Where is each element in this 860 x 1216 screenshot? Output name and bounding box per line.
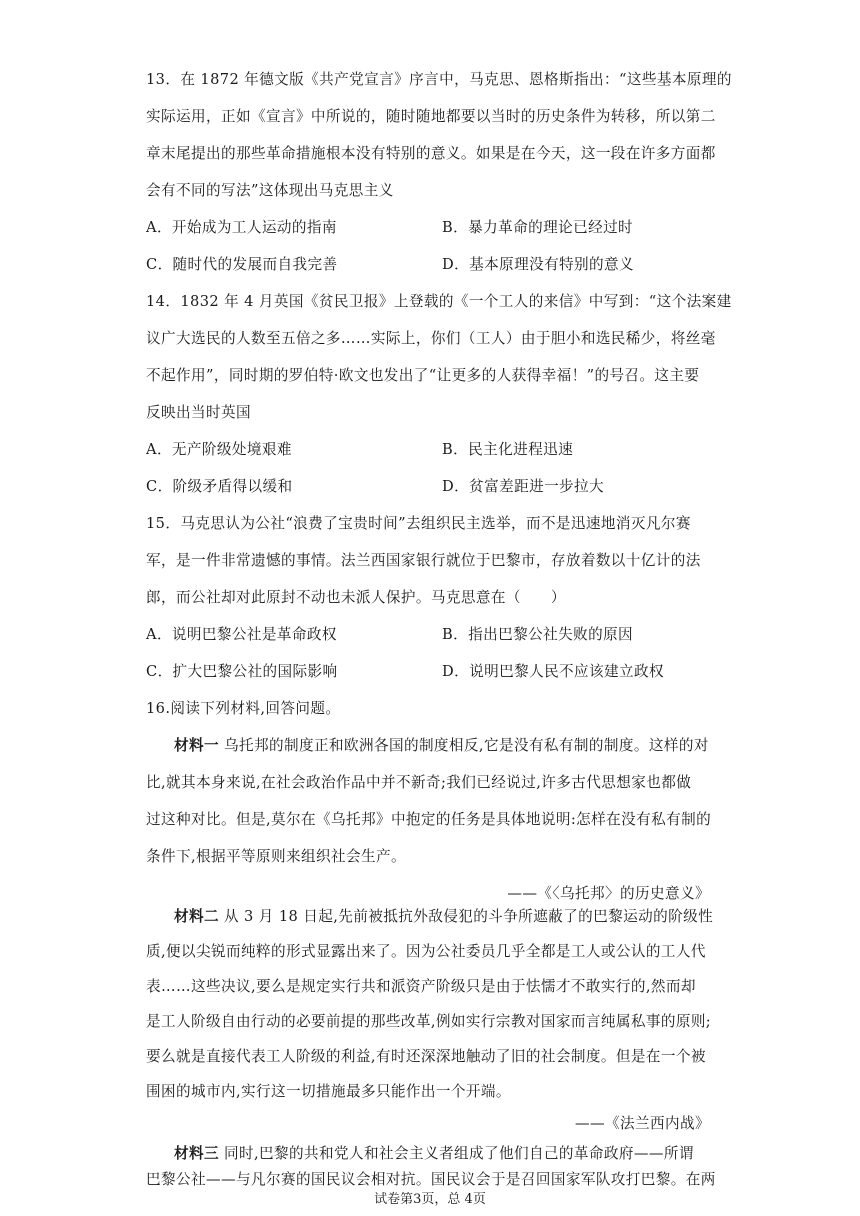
q13-option-b[interactable]: B．暴力革命的理论已经过时 — [442, 219, 634, 236]
q16-intro: 16.阅读下列材料,回答问题。 — [146, 700, 341, 717]
q13-line-2: 实际运用，正如《宣言》中所说的，随时随地都要以当时的历史条件为转移，所以第二 — [146, 108, 716, 125]
material-2-line-3: 表……这些决议,要么是规定实行共和派资产阶级只是由于怯懦才不敢实行的,然而却 — [146, 978, 696, 995]
material-1-line-2: 比,就其本身来说,在社会政治作品中并不新奇;我们已经说过,许多古代思想家也都做 — [146, 774, 692, 791]
q15-option-a[interactable]: A．说明巴黎公社是革命政权 — [146, 626, 337, 643]
material-2-line-2: 质,便以尖锐而纯粹的形式显露出来了。因为公社委员几乎全都是工人或公认的工人代 — [146, 943, 706, 960]
q14-line-1: 14．1832 年 4 月英国《贫民卫报》上登载的《一个工人的来信》中写到：“这个法案建 — [146, 293, 732, 310]
material-1-line-3: 过这种对比。但是,莫尔在《乌托邦》中抱定的任务是具体地说明:怎样在没有私有制的 — [146, 811, 712, 828]
material-2-label: 材料二 — [174, 908, 219, 925]
material-1-text-start: 乌托邦的制度正和欧洲各国的制度相反,它是没有私有制的制度。这样的对 — [218, 737, 709, 754]
material-3-line-2: 巴黎公社——与凡尔赛的国民议会相对抗。国民议会于是召回国家军队攻打巴黎。在两 — [146, 1171, 716, 1188]
material-3-text-start: 同时,巴黎的共和党人和社会主义者组成了他们自己的革命政府——所谓 — [218, 1145, 694, 1162]
q13-option-c[interactable]: C．随时代的发展而自我完善 — [146, 256, 338, 273]
q13-option-d[interactable]: D．基本原理没有特别的意义 — [442, 256, 635, 273]
material-1-source: ——《〈乌托邦〉的历史意义》 — [507, 885, 710, 902]
q14-option-d[interactable]: D．贫富差距进一步拉大 — [442, 478, 605, 495]
material-2-line-4: 是工人阶级自由行动的必要前提的那些改革,例如实行宗教对国家而言纯属私事的原则; — [146, 1013, 712, 1030]
material-3-label: 材料三 — [174, 1145, 219, 1162]
q14-line-4: 反映出当时英国 — [146, 404, 251, 421]
material-2-line-5: 要么就是直接代表工人阶级的利益,有时还深深地触动了旧的社会制度。但是在一个被 — [146, 1048, 706, 1065]
material-1-line-4: 条件下,根据平等原则来组织社会生产。 — [146, 848, 406, 865]
q14-option-c[interactable]: C．阶级矛盾得以缓和 — [146, 478, 293, 495]
q15-line-1: 15．马克思认为公社“浪费了宝贵时间”去组织民主选举，而不是迅速地消灭凡尔赛 — [146, 515, 691, 532]
q15-option-d[interactable]: D．说明巴黎人民不应该建立政权 — [442, 663, 665, 680]
material-1-line-1 — [174, 734, 709, 755]
material-2-text-start: 从 3 月 18 日起,先前被抵抗外敌侵犯的斗争所遮蔽了的巴黎运动的阶级性 — [218, 908, 714, 925]
material-2-line-1 — [174, 905, 713, 926]
q14-line-2: 议广大选民的人数至五倍之多……实际上，你们（工人）由于胆小和选民稀少，将丝毫 — [146, 330, 716, 347]
material-1-label: 材料一 — [174, 737, 219, 754]
q15-line-3: 郎，而公社却对此原封不动也未派人保护。马克思意在（ ） — [146, 589, 566, 606]
q13-line-4: 会有不同的写法”这体现出马克思主义 — [146, 182, 394, 199]
q14-option-a[interactable]: A．无产阶级处境艰难 — [146, 441, 292, 458]
q13-line-1: 13．在 1872 年德文版《共产党宣言》序言中，马克思、恩格斯指出：“这些基本原理的 — [146, 71, 732, 88]
material-3-line-1 — [174, 1142, 694, 1163]
material-2-line-6: 围困的城市内,实行这一切措施最多只能作出一个开端。 — [146, 1083, 511, 1100]
q14-line-3: 不起作用”，同时期的罗伯特·欧文也发出了“让更多的人获得幸福！”的号召。这主要 — [146, 367, 700, 384]
q13-line-3: 章末尾提出的那些革命措施根本没有特别的意义。如果是在今天，这一段在许多方面都 — [146, 145, 716, 162]
q14-option-b[interactable]: B．民主化进程迅速 — [442, 441, 574, 458]
q13-option-a[interactable]: A．开始成为工人运动的指南 — [146, 219, 337, 236]
material-2-source: ——《法兰西内战》 — [575, 1115, 710, 1132]
q15-line-2: 军，是一件非常遗憾的事情。法兰西国家银行就位于巴黎市，存放着数以十亿计的法 — [146, 552, 701, 569]
page-footer: 试卷第3页，总 4页 — [374, 1192, 486, 1207]
q15-option-c[interactable]: C．扩大巴黎公社的国际影响 — [146, 663, 338, 680]
q15-option-b[interactable]: B．指出巴黎公社失败的原因 — [442, 626, 634, 643]
